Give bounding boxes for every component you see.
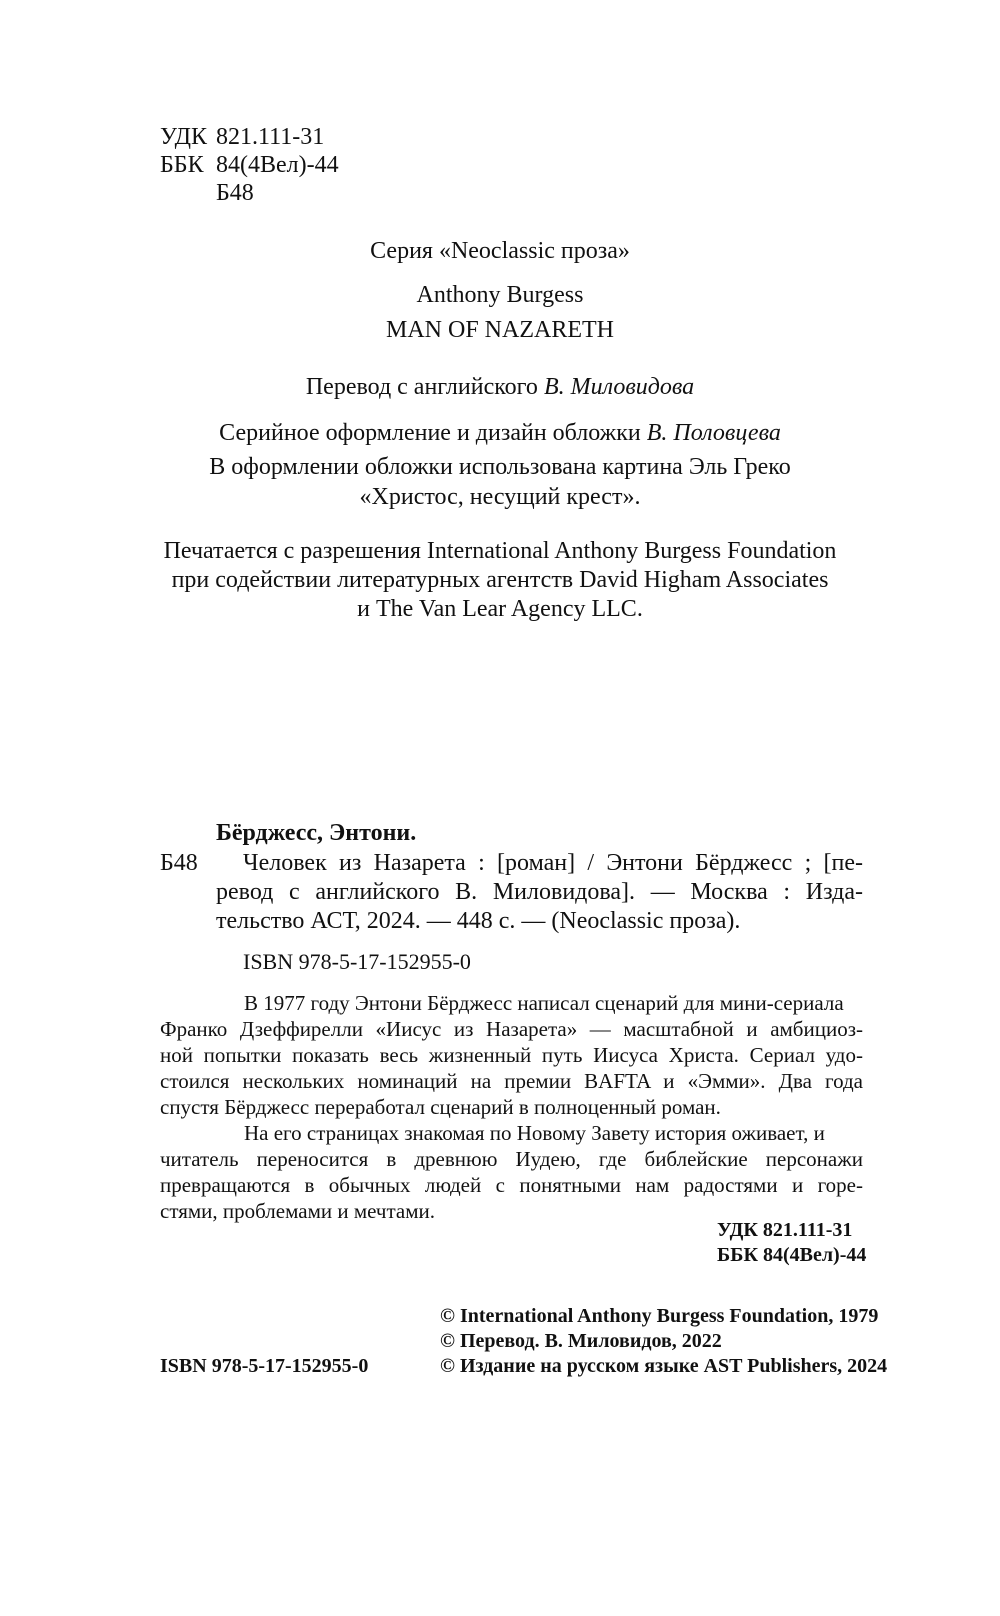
cover-note-line2: «Христос, несущий крест».	[359, 484, 641, 510]
design-line	[0, 418, 1000, 448]
catalog-mark: Б48	[160, 850, 198, 876]
catalog-line1: Человек из Назарета : [роман] / Энтони Бёрджесс ; [пе-	[243, 850, 863, 876]
copyright-line1: © International Anthony Burgess Foundation, 1979	[440, 1305, 879, 1327]
annotation-p2-l1: На его страницах знакомая по Новому Завету история оживает, и	[244, 1121, 825, 1145]
original-author: Anthony Burgess	[416, 282, 584, 308]
annotation-p1-l3: ной попытки показать весь жизненный путь Иисуса Христа. Сериал удо-	[160, 1043, 863, 1067]
catalog-isbn: ISBN 978-5-17-152955-0	[243, 949, 471, 974]
annotation-p2-l3: превращаются в обычных людей с понятными нам радостями и горе-	[160, 1173, 863, 1197]
bbk-label: ББК	[160, 152, 204, 178]
annotation-p1-l1: В 1977 году Энтони Бёрджесс написал сценарий для мини-сериала	[244, 991, 844, 1015]
cover-note-line1: В оформлении обложки использована картина Эль Греко	[209, 454, 791, 480]
footer-bbk: ББК 84(4Вел)-44	[717, 1244, 867, 1266]
copyright-line2: © Перевод. В. Миловидов, 2022	[440, 1330, 722, 1352]
annotation-p2-l4: стями, проблемами и мечтами.	[160, 1199, 436, 1223]
permission-line1: Печатается с разрешения International Anthony Burgess Foundation	[163, 538, 837, 564]
design-prefix: Серийное оформление и дизайн обложки	[219, 420, 647, 446]
designer-name: В. Половцева	[646, 420, 781, 446]
footer-udk: УДК 821.111-31	[717, 1219, 853, 1241]
original-title: MAN OF NAZARETH	[386, 317, 614, 343]
annotation-p1-l4: стоился нескольких номинаций на премии BAFTA и «Эмми». Два года	[160, 1069, 863, 1093]
catalog-line2: ревод с английского В. Миловидова]. — Москва : Изда-	[216, 879, 863, 905]
translator-name: В. Миловидова	[543, 374, 695, 400]
copyright-isbn: ISBN 978-5-17-152955-0	[160, 1355, 369, 1377]
annotation-p1-l2: Франко Дзеффирелли «Иисус из Назарета» — масштабной и амбициоз-	[160, 1017, 863, 1041]
translation-line	[0, 372, 1000, 402]
annotation-p1-l5: спустя Бёрджесс переработал сценарий в полноценный роман.	[160, 1095, 721, 1119]
copyright-line3: © Издание на русском языке AST Publishers, 2024	[440, 1355, 888, 1377]
permission-line2: при содействии литературных агентств David Higham Associates	[171, 567, 829, 593]
catalog-line3: тельство АСТ, 2024. — 448 с. — (Neoclassic проза).	[216, 908, 741, 934]
udk-value: 821.111-31	[216, 124, 325, 150]
series-line: Серия «Neoclassic проза»	[370, 238, 630, 264]
catalog-heading: Бёрджесс, Энтони.	[216, 820, 417, 846]
author-mark: Б48	[216, 180, 254, 206]
annotation-p2-l2: читатель переносится в древнюю Иудею, где библейские персонажи	[160, 1147, 863, 1171]
translation-prefix: Перевод с английского	[305, 374, 544, 400]
permission-line3: и The Van Lear Agency LLC.	[357, 596, 643, 622]
annotation	[160, 990, 863, 1224]
bbk-value: 84(4Вел)-44	[216, 152, 339, 178]
udk-label: УДК	[160, 124, 207, 150]
